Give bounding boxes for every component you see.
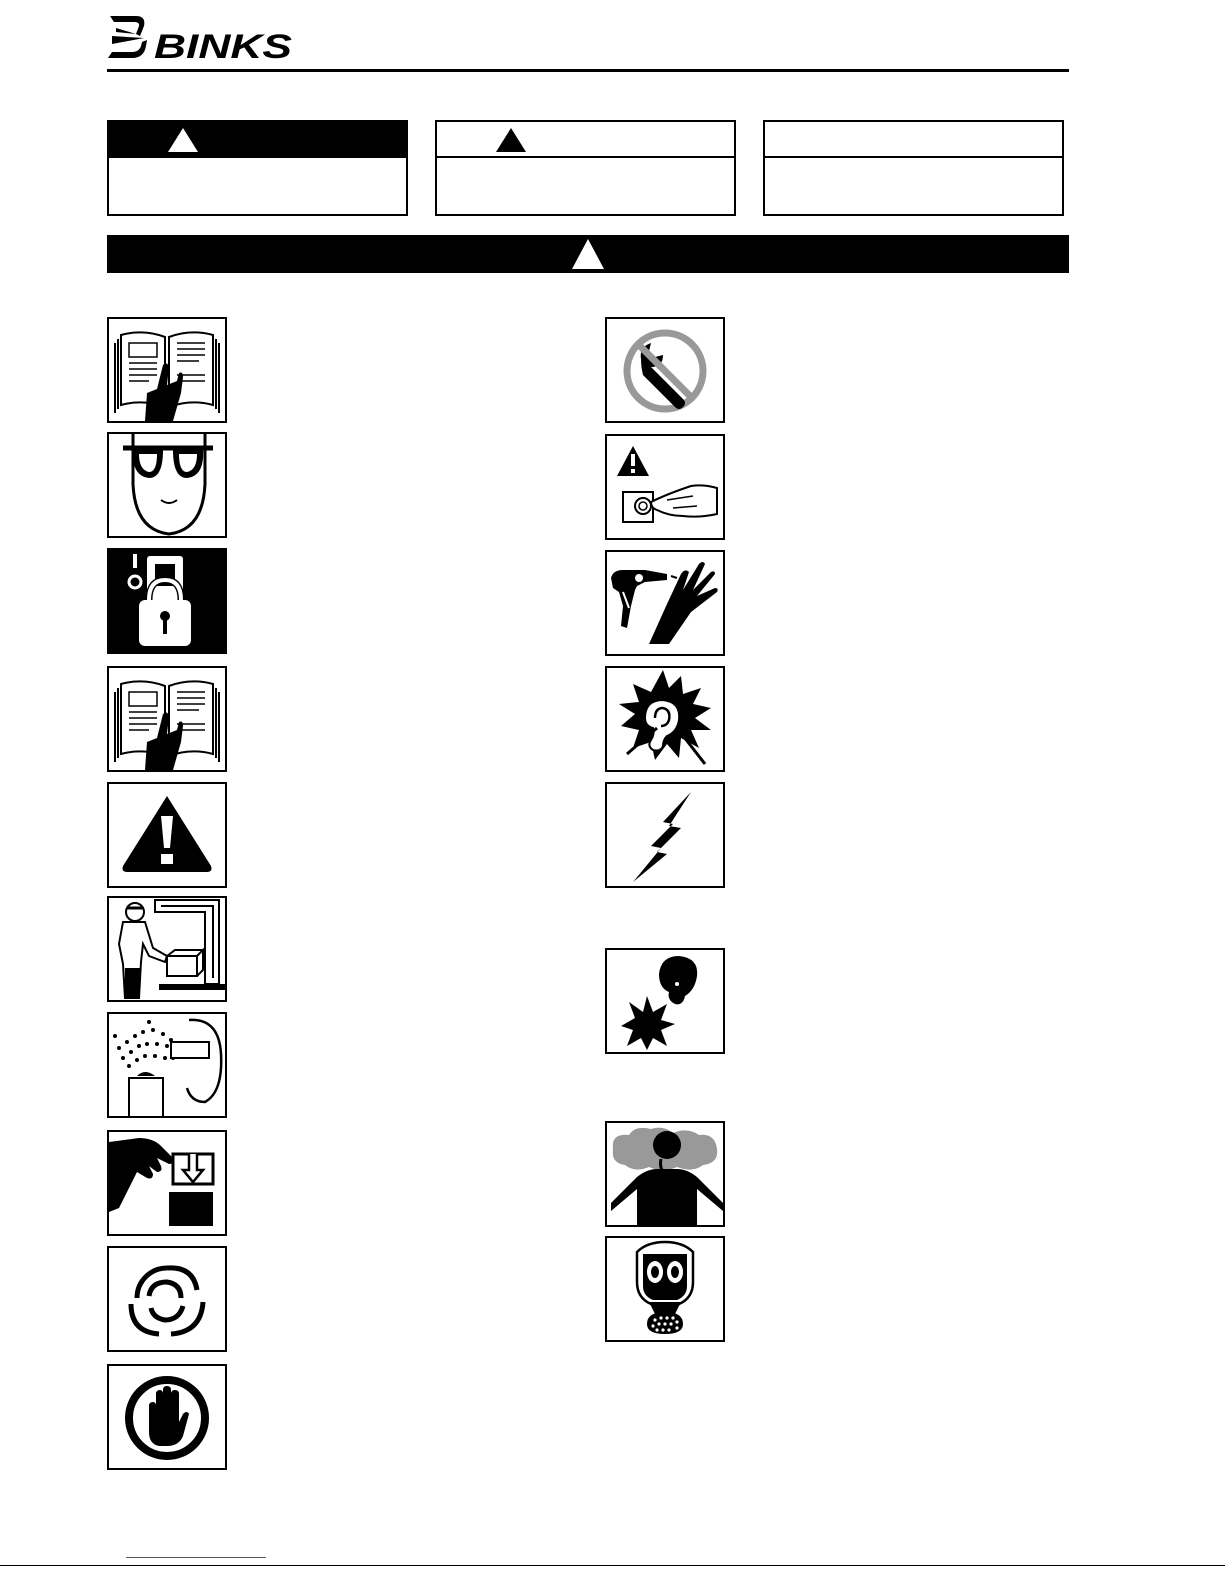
emergency-stop-tile	[605, 434, 725, 540]
read-manual-icon	[109, 668, 225, 770]
pinch-point-tile	[107, 1130, 227, 1236]
pinch-point-icon	[109, 1132, 225, 1234]
explosion-hazard-tile	[605, 948, 725, 1054]
projectile-hazard-icon	[109, 1014, 225, 1116]
general-warning-icon	[109, 784, 225, 886]
respirator-icon	[607, 1238, 723, 1340]
automatic-start-tile	[107, 1246, 227, 1352]
binks-b-logo-icon	[108, 16, 147, 58]
binks-logo	[106, 14, 296, 62]
noise-hazard-icon	[607, 668, 723, 770]
read-manual-icon	[109, 319, 225, 421]
notice-header	[437, 122, 734, 158]
noise-hazard-tile	[605, 666, 725, 772]
lockout-tagout-icon	[109, 550, 225, 652]
notice-box-danger	[107, 120, 408, 216]
electric-shock-tile	[605, 782, 725, 888]
toxic-vapors-tile	[605, 1121, 725, 1227]
toxic-vapors-icon	[607, 1123, 723, 1225]
safety-glasses-icon	[109, 434, 225, 536]
injection-hazard-tile	[605, 550, 725, 656]
lockout-tagout-tile	[107, 548, 227, 654]
warning-triangle-icon	[495, 127, 527, 153]
footer-link-underline[interactable]	[126, 1557, 266, 1558]
brand-text: BINKS	[154, 28, 293, 62]
injection-hazard-icon	[607, 552, 723, 654]
explosion-hazard-icon	[607, 950, 723, 1052]
warning-triangle-icon	[167, 127, 199, 153]
read-manual-tile	[107, 666, 227, 772]
projectile-hazard-tile	[107, 1012, 227, 1118]
no-modification-tile	[605, 317, 725, 423]
warning-banner	[107, 235, 1069, 273]
read-manual-tile	[107, 317, 227, 423]
notice-header	[765, 122, 1062, 158]
bottom-rule	[0, 1565, 1225, 1566]
general-warning-tile	[107, 782, 227, 888]
notice-box-note	[763, 120, 1064, 216]
operator-training-icon	[109, 898, 225, 1000]
safety-glasses-tile	[107, 432, 227, 538]
emergency-stop-icon	[607, 436, 723, 538]
notice-box-caution	[435, 120, 736, 216]
operator-training-tile	[107, 896, 227, 1002]
notice-header	[109, 122, 406, 158]
warning-triangle-icon	[571, 238, 605, 270]
header-rule	[107, 69, 1069, 72]
respirator-tile	[605, 1236, 725, 1342]
stop-hand-tile	[107, 1364, 227, 1470]
no-modification-icon	[607, 319, 723, 421]
electric-shock-icon	[607, 784, 723, 886]
stop-hand-icon	[109, 1366, 225, 1468]
automatic-start-icon	[109, 1248, 225, 1350]
